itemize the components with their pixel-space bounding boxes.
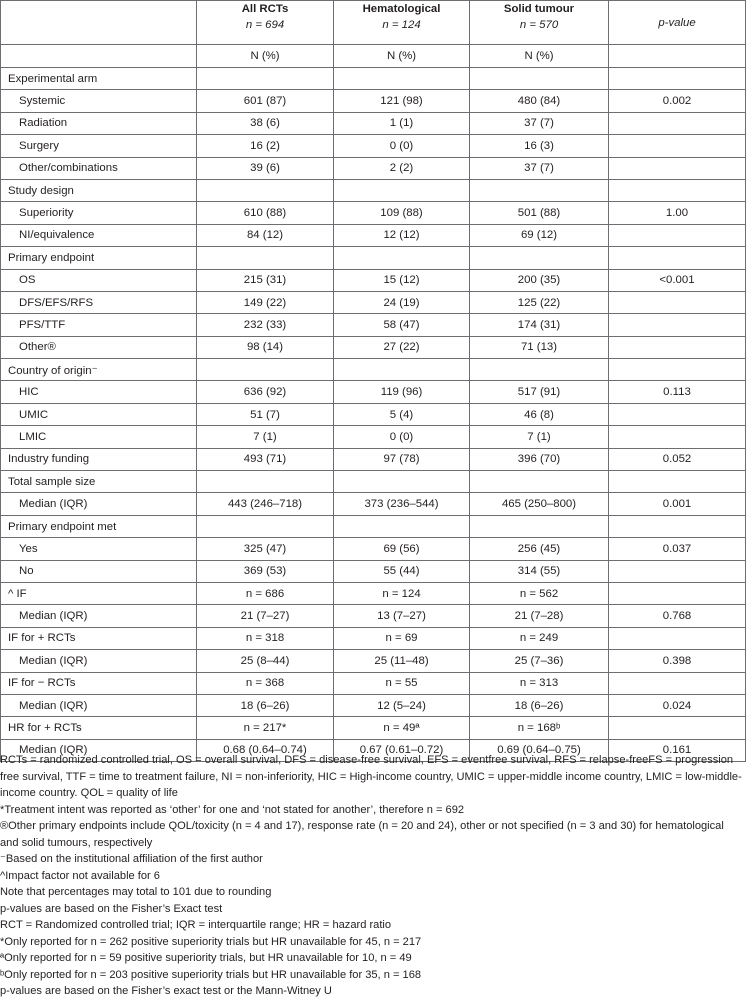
header-p-value-title: p-value: [658, 16, 696, 29]
cell-solid-tumour: 0.69 (0.64–0.75): [470, 739, 609, 761]
cell-hematological: n = 49ª: [334, 717, 470, 739]
table-row: [1, 202, 746, 224]
cell-p-value: [609, 426, 746, 448]
cell-hematological: 58 (47): [334, 314, 470, 336]
cell-hematological: 121 (98): [334, 90, 470, 112]
section-row: [1, 582, 746, 604]
cell-solid-tumour: 256 (45): [470, 538, 609, 560]
cell-p-value: 0.024: [609, 694, 746, 716]
cell-p-value: 0.001: [609, 493, 746, 515]
cell-p-value: [609, 291, 746, 313]
section-label: Total sample size: [1, 471, 197, 493]
cell-all-rcts: 325 (47): [197, 538, 334, 560]
cell-solid-tumour: 480 (84): [470, 90, 609, 112]
table-row: [1, 112, 746, 134]
cell-p-value: [609, 717, 746, 739]
row-label: OS: [1, 269, 197, 291]
cell-p-value: [609, 157, 746, 179]
cell-solid-tumour: n = 168ᵇ: [470, 717, 609, 739]
table-row: [1, 291, 746, 313]
section-label: IF for − RCTs: [1, 672, 197, 694]
row-label: UMIC: [1, 403, 197, 425]
cell-all-rcts: 215 (31): [197, 269, 334, 291]
unit-all-rcts: N (%): [197, 45, 334, 68]
cell-solid-tumour: 396 (70): [470, 448, 609, 470]
cell-hematological: 69 (56): [334, 538, 470, 560]
footnote: ®Other primary endpoints include QOL/toxicity (n = 4 and 17), response rate (n = 20 and 24), other or not specified (n = 3 and 30) for hematological and solid tumours, respectively: [0, 820, 724, 849]
cell-all-rcts: n = 318: [197, 627, 334, 649]
cell-p-value: [609, 582, 746, 604]
cell-all-rcts: 443 (246–718): [197, 493, 334, 515]
cell-all-rcts: 0.68 (0.64–0.74): [197, 739, 334, 761]
cell-hematological: 55 (44): [334, 560, 470, 582]
table-row: [1, 694, 746, 716]
cell-all-rcts: 636 (92): [197, 381, 334, 403]
section-label: Experimental arm: [1, 68, 197, 90]
cell-all-rcts: 610 (88): [197, 202, 334, 224]
cell-solid-tumour: [470, 359, 609, 381]
section-row: [1, 359, 746, 381]
table-row: [1, 538, 746, 560]
header-p-value: [609, 1, 746, 45]
cell-hematological: [334, 179, 470, 201]
footnote: ^Impact factor not available for 6: [0, 869, 160, 882]
cell-hematological: 27 (22): [334, 336, 470, 358]
cell-solid-tumour: [470, 68, 609, 90]
row-label: HIC: [1, 381, 197, 403]
cell-p-value: [609, 359, 746, 381]
footnote: ᵇOnly reported for n = 203 positive superiority trials but HR unavailable for 35, n = 168: [0, 968, 422, 981]
cell-solid-tumour: 71 (13): [470, 336, 609, 358]
cell-p-value: [609, 560, 746, 582]
unit-p-value-blank: [609, 45, 746, 68]
cell-hematological: 13 (7–27): [334, 605, 470, 627]
table-row: [1, 224, 746, 246]
cell-p-value: <0.001: [609, 269, 746, 291]
footnote: Note that percentages may total to 101 due to rounding: [0, 886, 272, 898]
cell-solid-tumour: [470, 515, 609, 537]
cell-hematological: 109 (88): [334, 202, 470, 224]
cell-solid-tumour: 16 (3): [470, 135, 609, 157]
cell-all-rcts: [197, 68, 334, 90]
cell-p-value: 1.00: [609, 202, 746, 224]
cell-hematological: 97 (78): [334, 448, 470, 470]
cell-p-value: 0.052: [609, 448, 746, 470]
cell-all-rcts: 149 (22): [197, 291, 334, 313]
row-label: Other®: [1, 336, 197, 358]
cell-p-value: [609, 135, 746, 157]
cell-solid-tumour: 7 (1): [470, 426, 609, 448]
section-label: Country of origin⁻: [1, 359, 197, 381]
cell-p-value: 0.768: [609, 605, 746, 627]
cell-p-value: 0.398: [609, 650, 746, 672]
cell-p-value: 0.037: [609, 538, 746, 560]
cell-p-value: [609, 336, 746, 358]
table-row: [1, 381, 746, 403]
table-row: [1, 90, 746, 112]
cell-p-value: [609, 515, 746, 537]
section-row: [1, 448, 746, 470]
cell-all-rcts: 601 (87): [197, 90, 334, 112]
cell-p-value: 0.161: [609, 739, 746, 761]
cell-solid-tumour: 46 (8): [470, 403, 609, 425]
cell-hematological: 119 (96): [334, 381, 470, 403]
footnotes: [0, 752, 745, 1000]
table-row: [1, 157, 746, 179]
row-label: Radiation: [1, 112, 197, 134]
cell-solid-tumour: n = 562: [470, 582, 609, 604]
row-label: Superiority: [1, 202, 197, 224]
header-blank-cell: [1, 1, 197, 45]
cell-solid-tumour: 174 (31): [470, 314, 609, 336]
cell-hematological: [334, 515, 470, 537]
row-label: No: [1, 560, 197, 582]
section-label: ^ IF: [1, 582, 197, 604]
row-label: Other/combinations: [1, 157, 197, 179]
cell-hematological: [334, 247, 470, 269]
row-label: Surgery: [1, 135, 197, 157]
cell-hematological: 0.67 (0.61–0.72): [334, 739, 470, 761]
unit-row: [1, 45, 746, 68]
cell-hematological: 0 (0): [334, 135, 470, 157]
cell-hematological: 1 (1): [334, 112, 470, 134]
cell-solid-tumour: n = 249: [470, 627, 609, 649]
cell-p-value: [609, 68, 746, 90]
header-all-rcts-n: n = 694: [245, 19, 285, 31]
section-row: [1, 247, 746, 269]
cell-all-rcts: [197, 471, 334, 493]
cell-hematological: 5 (4): [334, 403, 470, 425]
cell-hematological: 15 (12): [334, 269, 470, 291]
cell-solid-tumour: 18 (6–26): [470, 694, 609, 716]
footnote: RCT = Randomized controlled trial; IQR = interquartile range; HR = hazard ratio: [0, 919, 392, 931]
cell-p-value: [609, 672, 746, 694]
section-label: Primary endpoint: [1, 247, 197, 269]
cell-p-value: [609, 247, 746, 269]
cell-all-rcts: 51 (7): [197, 403, 334, 425]
cell-solid-tumour: [470, 471, 609, 493]
row-label: NI/equivalence: [1, 224, 197, 246]
cell-p-value: [609, 471, 746, 493]
row-label: PFS/TTF: [1, 314, 197, 336]
cell-hematological: [334, 68, 470, 90]
table-row: [1, 426, 746, 448]
cell-all-rcts: [197, 247, 334, 269]
cell-hematological: 25 (11–48): [334, 650, 470, 672]
unit-hematological: N (%): [334, 45, 470, 68]
cell-solid-tumour: 37 (7): [470, 157, 609, 179]
cell-all-rcts: 84 (12): [197, 224, 334, 246]
cell-all-rcts: 16 (2): [197, 135, 334, 157]
cell-all-rcts: n = 686: [197, 582, 334, 604]
row-label: Median (IQR): [1, 493, 197, 515]
cell-hematological: 12 (12): [334, 224, 470, 246]
row-label: Systemic: [1, 90, 197, 112]
row-label: LMIC: [1, 426, 197, 448]
cell-hematological: 0 (0): [334, 426, 470, 448]
header-solid-tumour-title: Solid tumour: [503, 3, 575, 15]
table-row: [1, 135, 746, 157]
row-label: Yes: [1, 538, 197, 560]
cell-all-rcts: 38 (6): [197, 112, 334, 134]
cell-p-value: 0.002: [609, 90, 746, 112]
cell-hematological: 373 (236–544): [334, 493, 470, 515]
cell-solid-tumour: n = 313: [470, 672, 609, 694]
cell-solid-tumour: 37 (7): [470, 112, 609, 134]
cell-solid-tumour: 125 (22): [470, 291, 609, 313]
cell-all-rcts: 7 (1): [197, 426, 334, 448]
table-row: [1, 314, 746, 336]
cell-p-value: [609, 224, 746, 246]
table-row: [1, 650, 746, 672]
cell-solid-tumour: 465 (250–800): [470, 493, 609, 515]
cell-all-rcts: 369 (53): [197, 560, 334, 582]
cell-solid-tumour: [470, 179, 609, 201]
cell-p-value: [609, 112, 746, 134]
cell-all-rcts: 21 (7–27): [197, 605, 334, 627]
row-label: Median (IQR): [1, 605, 197, 627]
header-all-rcts: [197, 1, 334, 45]
cell-solid-tumour: [470, 247, 609, 269]
table-row: [1, 493, 746, 515]
cell-solid-tumour: 314 (55): [470, 560, 609, 582]
cell-p-value: [609, 314, 746, 336]
cell-all-rcts: n = 217*: [197, 717, 334, 739]
cell-solid-tumour: 69 (12): [470, 224, 609, 246]
footnote: ⁻Based on the institutional affiliation of the first author: [0, 853, 263, 865]
footnote: p-values are based on the Fisher’s exact test or the Mann-Witney U: [0, 985, 332, 997]
cell-p-value: [609, 179, 746, 201]
cell-all-rcts: 98 (14): [197, 336, 334, 358]
cell-all-rcts: n = 368: [197, 672, 334, 694]
footnote: *Only reported for n = 262 positive superiority trials but HR unavailable for 45, n = 217: [0, 935, 422, 948]
cell-hematological: 24 (19): [334, 291, 470, 313]
header-hematological: [334, 1, 470, 45]
header-solid-tumour-n: n = 570: [519, 19, 559, 31]
cell-solid-tumour: 25 (7–36): [470, 650, 609, 672]
footnote: *Treatment intent was reported as ‘other’ for one and ‘not stated for another’, therefore n = 692: [0, 803, 465, 816]
cell-hematological: [334, 359, 470, 381]
footnote: RCTs = randomized controlled trial, OS = overall survival, DFS = disease-free survival, EFS = eventfree survival, RFS = relapse-freeFS = progression free survival, TTF = time to treatment failure, NI = non-inferiority, HIC = High-income country, UMIC = upper-middle income country, LMIC = low-middle-income country. QOL = quality of life: [0, 754, 742, 799]
section-row: [1, 179, 746, 201]
cell-all-rcts: 18 (6–26): [197, 694, 334, 716]
header-all-rcts-title: All RCTs: [241, 3, 289, 15]
footnote: ªOnly reported for n = 59 positive superiority trials, but HR unavailable for 10, n = 49: [0, 952, 412, 964]
section-row: [1, 672, 746, 694]
section-label: HR for + RCTs: [1, 717, 197, 739]
row-label: Median (IQR): [1, 739, 197, 761]
cell-all-rcts: 25 (8–44): [197, 650, 334, 672]
unit-solid-tumour: N (%): [470, 45, 609, 68]
cell-hematological: n = 69: [334, 627, 470, 649]
cell-hematological: [334, 471, 470, 493]
cell-hematological: 12 (5–24): [334, 694, 470, 716]
row-label: DFS/EFS/RFS: [1, 291, 197, 313]
cell-p-value: [609, 627, 746, 649]
section-row: [1, 471, 746, 493]
cell-all-rcts: 232 (33): [197, 314, 334, 336]
cell-all-rcts: 493 (71): [197, 448, 334, 470]
table-row: [1, 560, 746, 582]
cell-all-rcts: [197, 515, 334, 537]
section-label: Study design: [1, 179, 197, 201]
section-row: [1, 68, 746, 90]
header-row: [1, 1, 746, 45]
section-row: [1, 515, 746, 537]
footnote: p-values are based on the Fisher’s Exact test: [0, 902, 223, 915]
section-row: [1, 627, 746, 649]
table-row: [1, 403, 746, 425]
header-hematological-n: n = 124: [382, 19, 421, 31]
cell-solid-tumour: 21 (7–28): [470, 605, 609, 627]
table-row: [1, 269, 746, 291]
cell-hematological: n = 124: [334, 582, 470, 604]
cell-all-rcts: 39 (6): [197, 157, 334, 179]
row-label: Median (IQR): [1, 650, 197, 672]
row-label: Median (IQR): [1, 694, 197, 716]
table-row: [1, 336, 746, 358]
cell-solid-tumour: 200 (35): [470, 269, 609, 291]
table-row: [1, 605, 746, 627]
cell-hematological: n = 55: [334, 672, 470, 694]
section-label: IF for + RCTs: [1, 627, 197, 649]
section-label: Primary endpoint met: [1, 515, 197, 537]
header-hematological-title: Hematological: [362, 3, 441, 15]
cell-all-rcts: [197, 359, 334, 381]
header-solid-tumour: [470, 1, 609, 45]
cell-solid-tumour: 517 (91): [470, 381, 609, 403]
cell-solid-tumour: 501 (88): [470, 202, 609, 224]
cell-p-value: 0.113: [609, 381, 746, 403]
unit-blank-cell: [1, 45, 197, 68]
section-label: Industry funding: [1, 448, 197, 470]
section-row: [1, 717, 746, 739]
cell-p-value: [609, 403, 746, 425]
cell-all-rcts: [197, 179, 334, 201]
cell-hematological: 2 (2): [334, 157, 470, 179]
